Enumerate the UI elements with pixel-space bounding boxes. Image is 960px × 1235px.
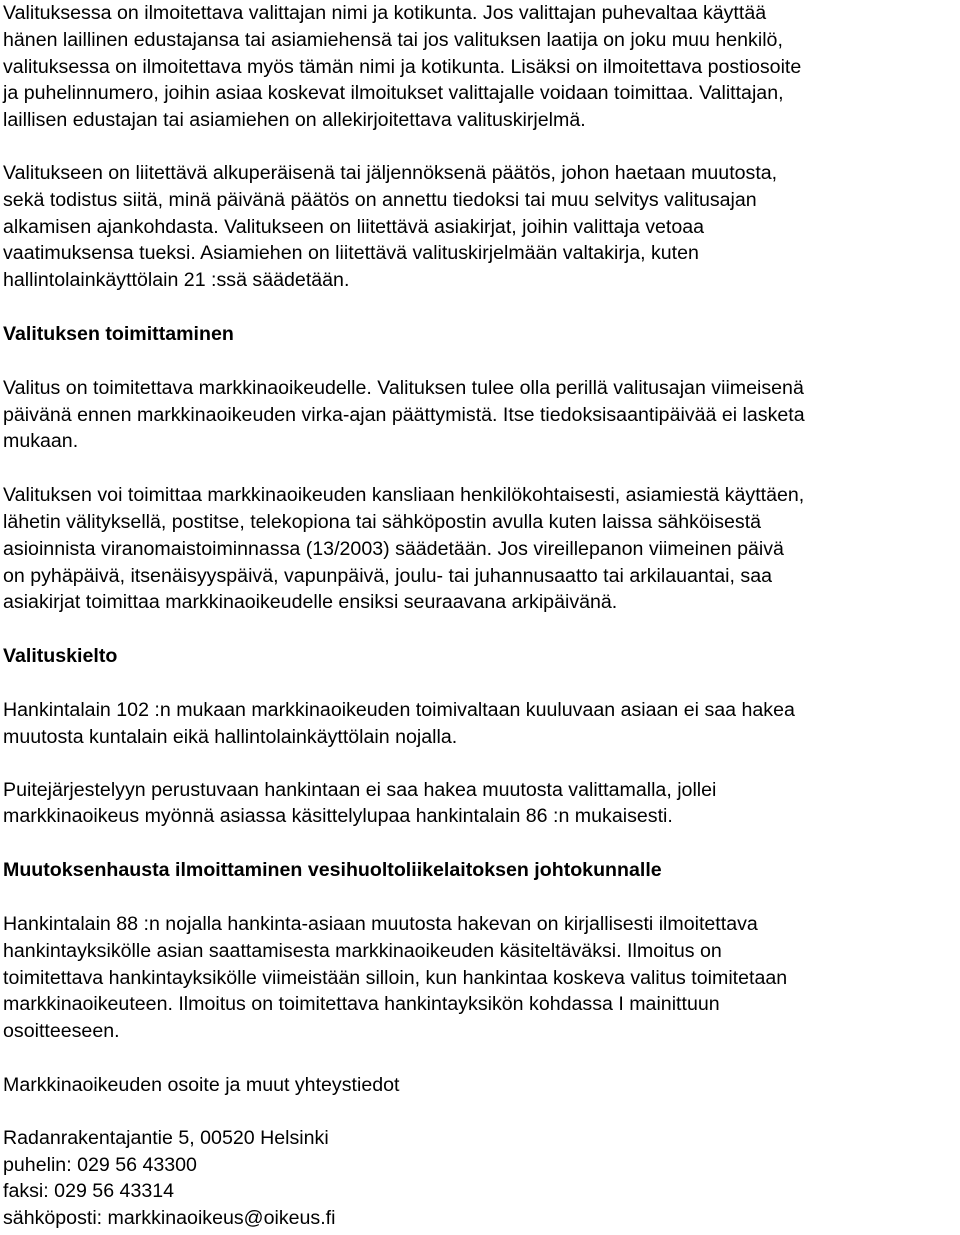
text-line: on pyhäpäivä, itsenäisyyspäivä, vapunpäivä, joulu- tai juhannusaatto tai arkilauantai, saa bbox=[3, 564, 773, 587]
contact-fax: faksi: 029 56 43314 bbox=[3, 1180, 175, 1203]
text-line: hallintolainkäyttölain 21 :ssä säädetään. bbox=[3, 269, 350, 292]
paragraph-contact-heading: Markkinaoikeuden osoite ja muut yhteystiedot bbox=[3, 1073, 400, 1096]
text-line: Puitejärjestelyyn perustuvaan hankintaan ei saa hakea muutosta valittamalla, jollei bbox=[3, 778, 717, 801]
text-line: lähetin välityksellä, postitse, telekopiona tai sähköpostin avulla kuten laissa sähköisestä bbox=[3, 510, 762, 533]
heading-appeal-prohibition: Valituskielto bbox=[3, 645, 118, 668]
text-line: vaatimuksensa tueksi. Asiamiehen on liitettävä valituskirjelmään valtakirja, kuten bbox=[3, 242, 699, 265]
contact-block bbox=[3, 1125, 957, 1232]
text-line: hänen laillinen edustajansa tai asiamiehensä tai jos valituksen laatija on joku muu henkilö, bbox=[3, 28, 783, 51]
text-line: muutosta kuntalain eikä hallintolainkäyttölain nojalla. bbox=[3, 725, 458, 748]
text-line: Valituksen voi toimittaa markkinaoikeuden kansliaan henkilökohtaisesti, asiamiestä käyttäen, bbox=[3, 484, 805, 507]
text-line: päivänä ennen markkinaoikeuden virka-ajan päättymistä. Itse tiedoksisaantipäivää ei lasketa bbox=[3, 403, 805, 426]
paragraph-prohibition-section-102 bbox=[3, 697, 957, 751]
text-line: Valitukseen on liitettävä alkuperäisenä tai jäljennöksenä päätös, johon haetaan muutosta, bbox=[3, 161, 778, 184]
heading-notify-board: Muutoksenhausta ilmoittaminen vesihuoltoliikelaitoksen johtokunnalle bbox=[3, 859, 662, 882]
contact-address: Radanrakentajantie 5, 00520 Helsinki bbox=[3, 1126, 329, 1149]
text-line: hankintayksikölle asian saattamisesta markkinaoikeuden käsiteltäväksi. Ilmoitus on bbox=[3, 939, 722, 962]
text-line: ja puhelinnumero, joihin asiaa koskevat ilmoitukset valittajalle voidaan toimittaa. Valittajan, bbox=[3, 82, 784, 105]
text-line: osoitteeseen. bbox=[3, 1020, 120, 1043]
text-line: asiakirjat toimittaa markkinaoikeudelle ensiksi seuraavana arkipäivänä. bbox=[3, 591, 618, 614]
contact-email: sähköposti: markkinaoikeus@oikeus.fi bbox=[3, 1207, 336, 1230]
text-line: valituksessa on ilmoitettava myös tämän nimi ja kotikunta. Lisäksi on ilmoitettava postiosoite bbox=[3, 55, 802, 78]
text-line: Hankintalain 88 :n nojalla hankinta-asiaan muutosta hakevan on kirjallisesti ilmoitettava bbox=[3, 912, 758, 935]
text-line: Valituksessa on ilmoitettava valittajan nimi ja kotikunta. Jos valittajan puhevaltaa käyttää bbox=[3, 2, 767, 24]
contact-phone: puhelin: 029 56 43300 bbox=[3, 1153, 197, 1176]
text-line: asioinnista viranomaistoiminnassa (13/2003) säädetään. Jos vireillepanon viimeinen päivä bbox=[3, 537, 784, 560]
text-line: toimitettava hankintayksikölle viimeistään silloin, kun hankintaa koskeva valitus toimitetaan bbox=[3, 966, 788, 989]
paragraph-submission-methods bbox=[3, 482, 957, 616]
paragraph-framework-agreement bbox=[3, 777, 957, 831]
text-line: markkinaoikeus myönnä asiassa käsittelylupaa hankintalain 86 :n mukaisesti. bbox=[3, 805, 673, 828]
text-line: mukaan. bbox=[3, 430, 79, 453]
document-page bbox=[3, 0, 957, 1232]
text-line: Valitus on toimitettava markkinaoikeudelle. Valituksen tulee olla perillä valitusajan viimeisenä bbox=[3, 376, 804, 399]
text-line: Hankintalain 102 :n mukaan markkinaoikeuden toimivaltaan kuuluvaan asiaan ei saa hakea bbox=[3, 698, 795, 721]
text-line: alkamisen ajankohdasta. Valitukseen on liitettävä asiakirjat, joihin valittaja vetoaa bbox=[3, 215, 705, 238]
paragraph-attachments bbox=[3, 160, 957, 294]
text-line: sekä todistus siitä, minä päivänä päätös on annettu tiedoksi tai muu selvitys valitusajan bbox=[3, 188, 757, 211]
paragraph-appeal-contents bbox=[3, 0, 957, 134]
paragraph-submission-deadline bbox=[3, 375, 957, 455]
paragraph-notification-duty bbox=[3, 911, 957, 1045]
heading-submitting-appeal: Valituksen toimittaminen bbox=[3, 322, 234, 345]
text-line: markkinaoikeuteen. Ilmoitus on toimitettava hankintayksikön kohdassa I mainittuun bbox=[3, 993, 720, 1016]
text-line: laillisen edustajan tai asiamiehen on allekirjoitettava valituskirjelmä. bbox=[3, 109, 586, 132]
